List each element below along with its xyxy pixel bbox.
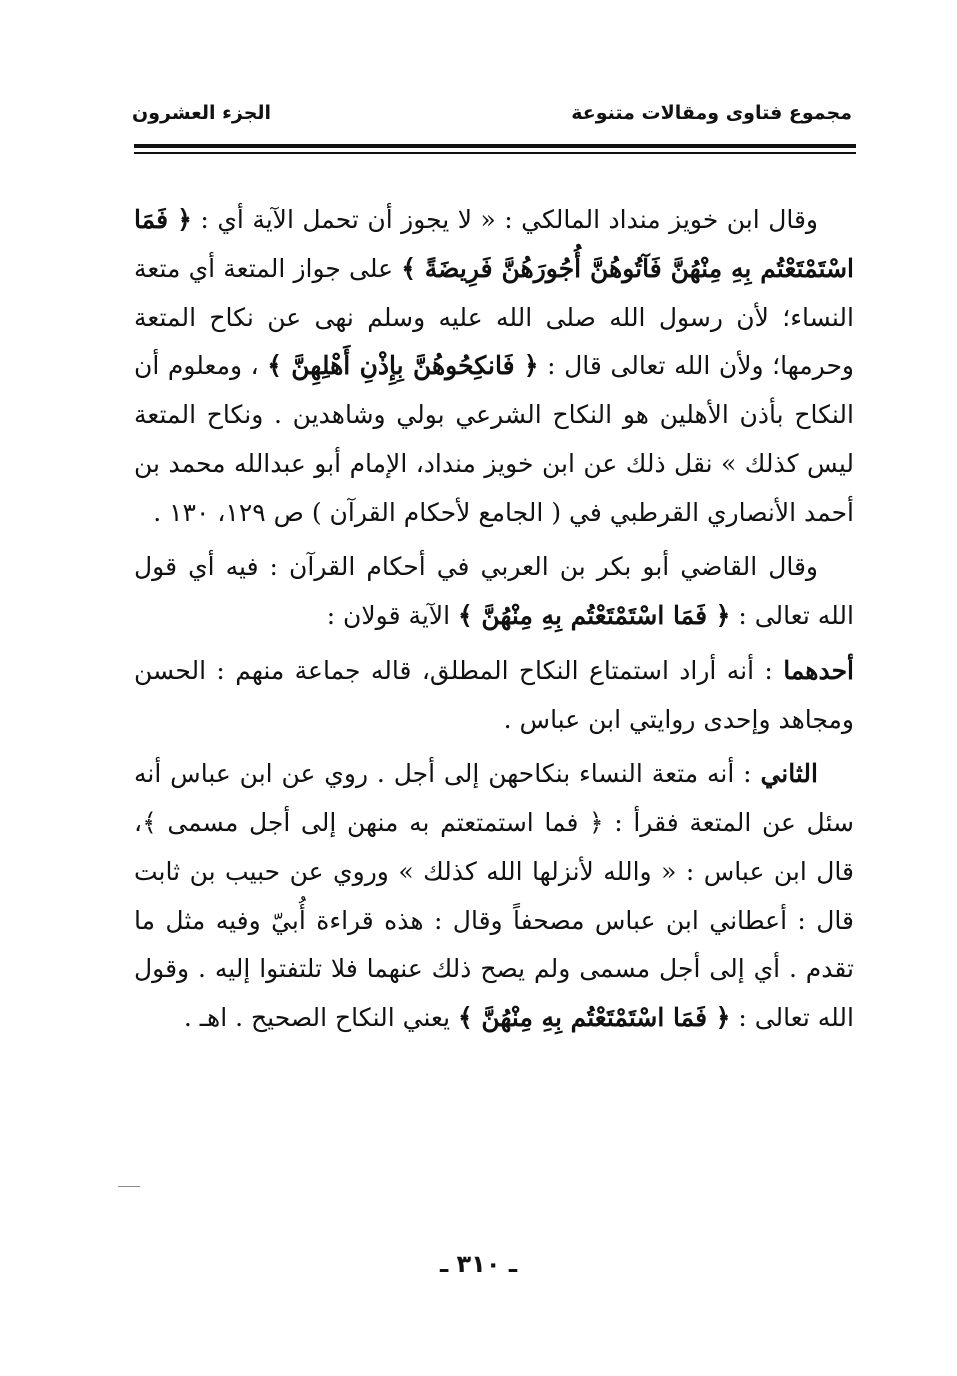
quran-verse: ﴿ فَمَا اسْتَمْتَعْتُم بِهِ مِنْهُنَّ فَآتُوهُنَّ أُجُورَهُنَّ فَرِيضَةً ﴾ [134,205,854,283]
quran-verse: ﴿ فَمَا اسْتَمْتَعْتُم بِهِ مِنْهُنَّ ﴾ [458,1003,731,1032]
book-title: مجموع فتاوى ومقالات متنوعة [571,102,852,124]
paragraph-1-segment: على جواز المتعة أي متعة النساء؛ لأن رسول الله صلى الله عليه وسلم نهى عن نكاح المتعة وحرمها؛ ولأن الله تعالى قال : [134,253,854,381]
paragraph-3-segment: : أنه أراد استمتاع النكاح المطلق، قاله جماعة منهم : الحسن ومجاهد وإحدى روايتي ابن عباس . [134,655,854,734]
paragraph-lead-word: أحدهما [783,655,854,685]
quran-verse: ﴿ فَانكِحُوهُنَّ بِإِذْنِ أَهْلِهِنَّ ﴾ [267,351,539,381]
paragraph-2 [134,543,854,641]
paragraph-1-segment: ، ومعلوم أن النكاح بأذن الأهلين هو النكاح الشرعي بولي وشاهدين . ونكاح المتعة ليس كذلك » نقل ذلك عن ابن خويز منداد، الإمام أبو عبدالله محمد بن أحمد الأنصاري القرطبي في ( الجامع لأحكام القرآن ) ص ١٢٩، ١٣٠ . [134,351,854,527]
paragraph-1-segment: وقال ابن خويز منداد المالكي : « لا يجوز أن تحمل الآية أي : [191,205,818,234]
paragraph-4-segment: : أنه متعة النساء بنكاحهن إلى أجل . روي عن ابن عباس أنه سئل عن المتعة فقرأ : ﴿ فما استمتعتم به منهن إلى أجل مسمى ﴾، قال ابن عباس : « والله لأنزلها الله كذلك » وروي عن حبيب بن ثابت قال : أعطاني ابن عباس مصحفاً وقال : هذه قراءة أُبيّ وفيه مثل ما تقدم . أي إلى أجل مسمى ولم يصح ذلك عنهما فلا تلتفتوا إليه . وقول الله تعالى : [134,759,854,1032]
paragraph-2-segment: الآية قولان : [326,601,451,630]
margin-mark [118,1186,140,1187]
paragraph-2-segment: وقال القاضي أبو بكر بن العربي في أحكام القرآن : فيه أي قول الله تعالى : [134,552,854,630]
volume-label: الجزء العشرون [132,102,272,124]
header-rule-thick [134,144,856,148]
body-text [134,196,854,1049]
paragraph-1 [134,196,854,537]
quran-verse: ﴿ فَمَا اسْتَمْتَعْتُم بِهِ مِنْهُنَّ ﴾ [458,601,731,630]
page-number: ـ ٣١٠ ـ [439,1250,518,1278]
paragraph-4-segment: يعني النكاح الصحيح . اهـ . [183,1003,451,1032]
page-header [132,102,852,136]
paragraph-3 [134,647,854,745]
paragraph-lead-word: الثاني [760,759,818,789]
paragraph-4 [134,750,854,1043]
header-rule-thin [134,152,856,154]
